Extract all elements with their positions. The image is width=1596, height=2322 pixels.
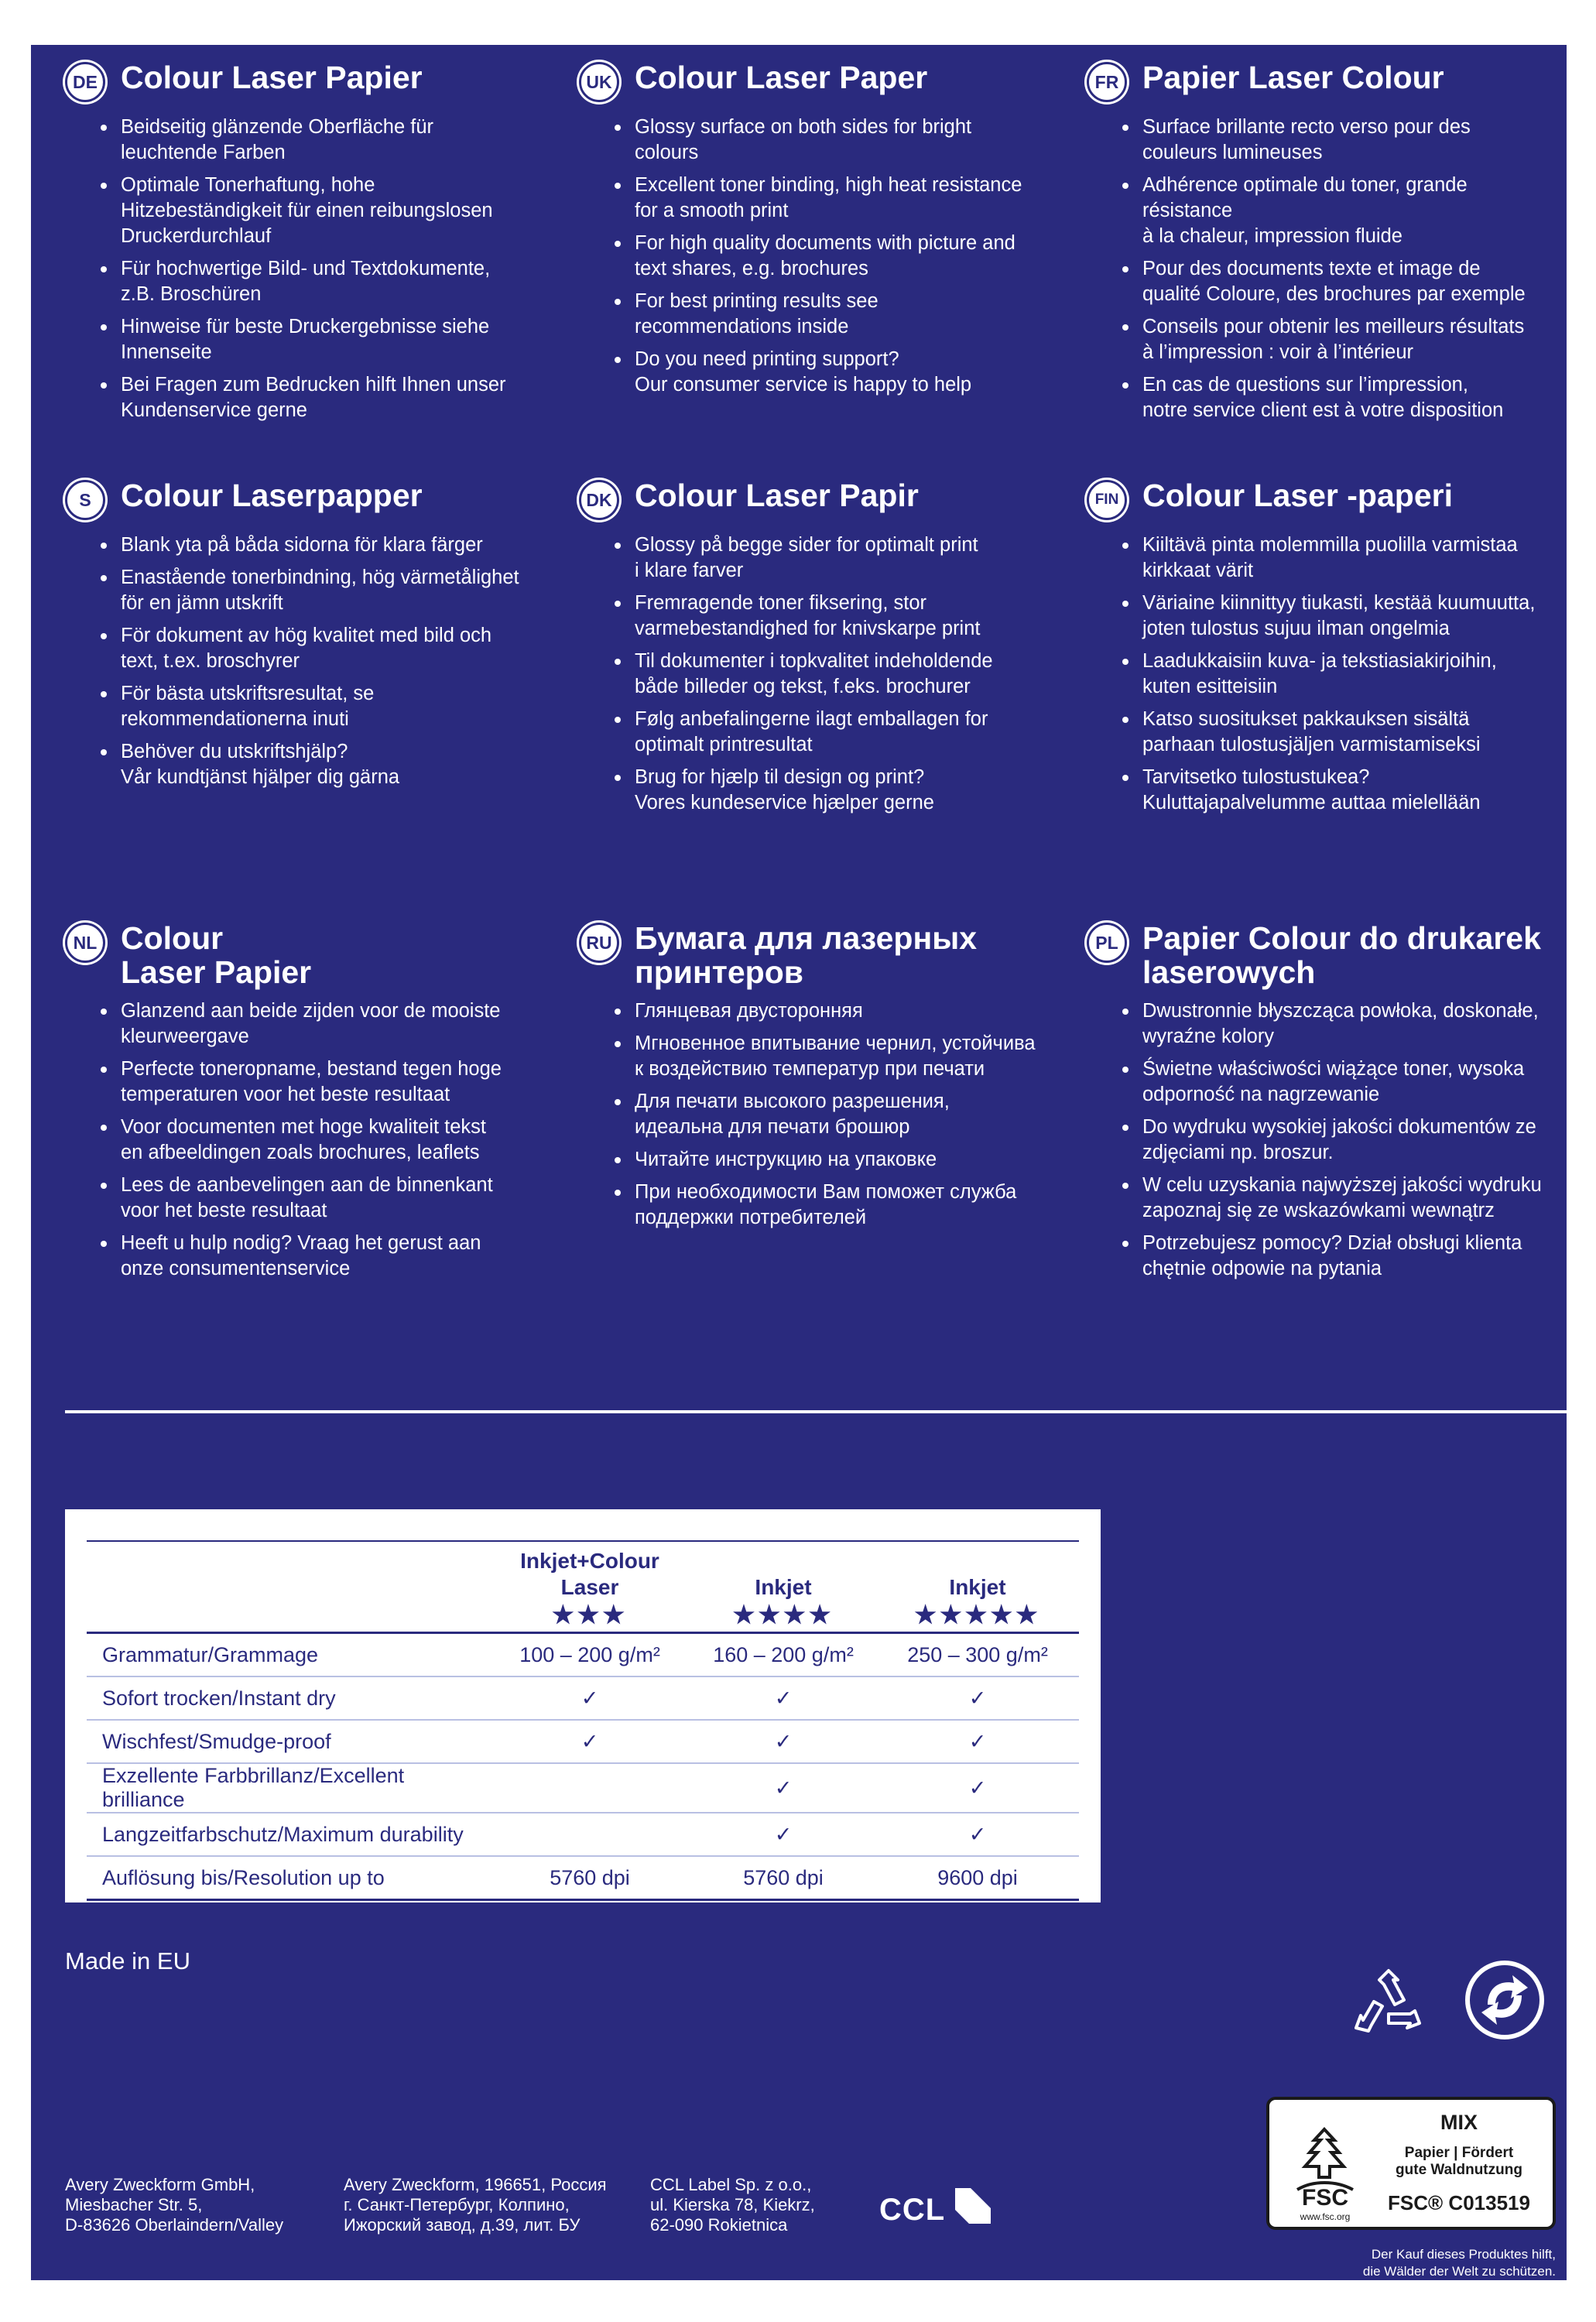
check-icon: ✓ (690, 1676, 876, 1720)
divider (65, 1410, 1567, 1413)
feature-item: Conseils pour obtenir les meilleurs résultats à l’impression : voir à l’intérieur (1142, 314, 1567, 365)
feature-item: Do wydruku wysokiej jakości dokumentów ze zdjęciami np. broszur. (1142, 1115, 1567, 1166)
fsc-web: www.fsc.org (1300, 2211, 1351, 2222)
green-dot-icon (1464, 1960, 1545, 2040)
check-icon: ✓ (876, 1813, 1079, 1856)
language-title: Colour Laser Papier (121, 920, 312, 990)
feature-cell: Langzeitfarbschutz/Maximum durability (87, 1813, 489, 1856)
feature-item: Potrzebujesz pomocy? Dział obsługi klienta chętnie odpowie na pytania (1142, 1231, 1567, 1282)
value-cell: 5760 dpi (489, 1856, 690, 1900)
feature-item: För dokument av hög kvalitet med bild och text, t.ex. broschyrer (121, 623, 545, 674)
feature-item: Мгновенное впитывание чернил, устойчива к воздействию температур при печати (635, 1031, 1059, 1082)
table-header-row (87, 1541, 1079, 1633)
feature-item: Blank yta på båda sidorna för klara färger (121, 533, 545, 558)
fsc-description: Papier | Fördert gute Waldnutzung (1396, 2145, 1522, 2178)
language-block-fr (1087, 60, 1567, 430)
table-row (87, 1676, 1079, 1720)
feature-item: Lees de aanbevelingen aan de binnenkant voor het beste resultaat (121, 1173, 545, 1224)
feature-item: Bei Fragen zum Bedrucken hilft Ihnen unser Kundenservice gerne (121, 372, 545, 423)
feature-list (579, 533, 1059, 816)
language-title: Бумага для лазерных принтеров (635, 920, 978, 990)
language-code-badge: S (65, 480, 105, 520)
language-block-nl (65, 921, 545, 1289)
feature-list (65, 533, 545, 790)
feature-item: Glossy på begge sider for optimalt print i klare farver (635, 533, 1059, 584)
feature-list (1087, 533, 1567, 816)
check-icon: ✓ (489, 1720, 690, 1763)
table-header-col (690, 1541, 876, 1633)
feature-item: For best printing results see recommendations inside (635, 289, 1059, 340)
feature-list (65, 998, 545, 1282)
language-code-badge: PL (1087, 923, 1127, 963)
comparison-table-panel (65, 1509, 1101, 1902)
feature-cell: Wischfest/Smudge-proof (87, 1720, 489, 1763)
language-code-badge: FIN (1087, 480, 1127, 520)
fsc-mark: FSC (1302, 2185, 1348, 2211)
fsc-code: FSC® C013519 (1388, 2191, 1530, 2214)
value-cell: 5760 dpi (690, 1856, 876, 1900)
ccl-mark-icon (947, 2180, 998, 2231)
language-title: Colour Laser Papier (121, 60, 423, 95)
ccl-logo-text: CCL (879, 2193, 946, 2227)
ccl-logo-icon (879, 2179, 1003, 2233)
column-name: Inkjet (755, 1575, 812, 1599)
feature-item: Väriaine kiinnittyy tiukasti, kestää kuumuutta, joten tulostus sujuu ilman ongelmia (1142, 591, 1567, 642)
address-pl: CCL Label Sp. z o.o., ul. Kierska 78, Kiekrz, 62-090 Rokietnica (650, 2175, 815, 2235)
table-row (87, 1763, 1079, 1813)
feature-cell: Sofort trocken/Instant dry (87, 1676, 489, 1720)
address-de: Avery Zweckform GmbH, Miesbacher Str. 5, D-83626 Oberlaindern/Valley (65, 2175, 284, 2235)
feature-list (1087, 115, 1567, 423)
check-icon: ✓ (876, 1720, 1079, 1763)
language-block-de (65, 60, 545, 430)
check-icon: ✓ (876, 1676, 1079, 1720)
language-block-pl (1087, 921, 1567, 1289)
recycle-icon (1350, 1966, 1427, 2043)
feature-item: W celu uzyskania najwyższej jakości wydruku zapoznaj się ze wskazówkami wewnątrz (1142, 1173, 1567, 1224)
language-code-badge: DK (579, 480, 619, 520)
star-rating: ★★★★★ (914, 1601, 1041, 1628)
star-rating: ★★★★ (732, 1601, 834, 1628)
language-header (579, 478, 1059, 523)
check-icon: ✓ (690, 1763, 876, 1813)
language-header (579, 921, 1059, 989)
feature-cell: Exzellente Farbbrillanz/Excellent brilliance (87, 1763, 489, 1813)
feature-item: En cas de questions sur l’impression, notre service client est à votre disposition (1142, 372, 1567, 423)
language-code-badge: FR (1087, 62, 1127, 102)
value-cell (489, 1813, 690, 1856)
language-title: Colour Laserpapper (121, 478, 423, 513)
language-code-badge: UK (579, 62, 619, 102)
feature-item: Beidseitig glänzende Oberfläche für leuchtende Farben (121, 115, 545, 166)
table-row (87, 1720, 1079, 1763)
feature-item: Do you need printing support? Our consumer service is happy to help (635, 347, 1059, 398)
column-name: Inkjet+Colour Laser (520, 1549, 659, 1599)
feature-item: Excellent toner binding, high heat resistance for a smooth print (635, 173, 1059, 224)
feature-item: Adhérence optimale du toner, grande résistance à la chaleur, impression fluide (1142, 173, 1567, 249)
made-in-label: Made in EU (65, 1947, 190, 1974)
feature-item: Brug for hjælp til design og print? Vores kundeservice hjælper gerne (635, 765, 1059, 816)
check-icon: ✓ (690, 1720, 876, 1763)
fsc-mix: MIX (1440, 2111, 1478, 2134)
table-row (87, 1633, 1079, 1677)
feature-item: For high quality documents with picture and text shares, e.g. brochures (635, 231, 1059, 282)
language-title: Colour Laser Paper (635, 60, 928, 95)
feature-item: Katso suositukset pakkauksen sisältä parhaan tulostusjäljen varmistamiseksi (1142, 707, 1567, 758)
feature-item: För bästa utskriftsresultat, se rekommendationerna inuti (121, 681, 545, 732)
feature-item: Behöver du utskriftshjälp? Vår kundtjänst hjälper dig gärna (121, 739, 545, 790)
feature-item: Kiiltävä pinta molemmilla puolilla varmistaa kirkkaat värit (1142, 533, 1567, 584)
language-code-badge: NL (65, 923, 105, 963)
language-header (65, 60, 545, 105)
feature-item: Glossy surface on both sides for bright colours (635, 115, 1059, 166)
table-header-col (489, 1541, 690, 1633)
feature-cell: Auflösung bis/Resolution up to (87, 1856, 489, 1900)
package-back (31, 45, 1567, 2280)
feature-item: Dwustronnie błyszcząca powłoka, doskonałe, wyraźne kolory (1142, 998, 1567, 1050)
feature-item: Fremragende toner fiksering, stor varmebestandighed for knivskarpe print (635, 591, 1059, 642)
language-block-dk (579, 478, 1059, 823)
feature-item: Für hochwertige Bild- und Textdokumente, z.B. Broschüren (121, 256, 545, 307)
feature-item: Laadukkaisiin kuva- ja tekstiasiakirjoihin, kuten esitteisiin (1142, 649, 1567, 700)
feature-item: При необходимости Вам поможет служба поддержки потребителей (635, 1180, 1059, 1231)
value-cell: 250 – 300 g/m² (876, 1633, 1079, 1677)
check-icon: ✓ (690, 1813, 876, 1856)
fsc-note: Der Kauf dieses Produktes hilft, die Wälder der Welt zu schützen. (1362, 2247, 1556, 2279)
table-header-col (876, 1541, 1079, 1633)
fsc-label (1266, 2097, 1556, 2230)
feature-item: Optimale Tonerhaftung, hohe Hitzebeständigkeit für einen reibungslosen Druckerdurchlauf (121, 173, 545, 249)
feature-item: Pour des documents texte et image de qualité Coloure, des brochures par exemple (1142, 256, 1567, 307)
language-header (1087, 60, 1567, 105)
feature-item: Heeft u hulp nodig? Vraag het gerust aan onze consumentenservice (121, 1231, 545, 1282)
address-ru: Avery Zweckform, 196651, Россия г. Санкт-Петербург, Колпино, Ижорский завод, д.39, лит. БУ (344, 2175, 607, 2235)
feature-cell: Grammatur/Grammage (87, 1633, 489, 1677)
language-header (65, 921, 545, 989)
language-header (1087, 478, 1567, 523)
comparison-table (87, 1540, 1079, 1901)
feature-list (579, 115, 1059, 398)
language-title: Colour Laser -paperi (1142, 478, 1453, 513)
feature-item: Для печати высокого разрешения, идеальна для печати брошюр (635, 1089, 1059, 1140)
table-header-feature (87, 1541, 489, 1633)
value-cell: 160 – 200 g/m² (690, 1633, 876, 1677)
language-block-fin (1087, 478, 1567, 823)
value-cell: 100 – 200 g/m² (489, 1633, 690, 1677)
language-block-s (65, 478, 545, 797)
language-block-ru (579, 921, 1059, 1238)
language-title: Papier Laser Colour (1142, 60, 1444, 95)
feature-list (65, 115, 545, 423)
feature-item: Enastående tonerbindning, hög värmetålighet för en jämn utskrift (121, 565, 545, 616)
feature-list (579, 998, 1059, 1231)
feature-item: Глянцевая двусторонняя (635, 998, 1059, 1024)
star-rating: ★★★ (551, 1601, 628, 1628)
feature-item: Świetne właściwości wiążące toner, wysoka odporność na nagrzewanie (1142, 1057, 1567, 1108)
feature-item: Surface brillante recto verso pour des couleurs lumineuses (1142, 115, 1567, 166)
value-cell: 9600 dpi (876, 1856, 1079, 1900)
check-icon: ✓ (876, 1763, 1079, 1813)
language-title: Colour Laser Papir (635, 478, 919, 513)
feature-item: Tarvitsetko tulostustukea? Kuluttajapalvelumme auttaa mielellään (1142, 765, 1567, 816)
feature-item: Glanzend aan beide zijden voor de mooiste kleurweergave (121, 998, 545, 1050)
feature-item: Følg anbefalingerne ilagt emballagen for optimalt printresultat (635, 707, 1059, 758)
feature-list (1087, 998, 1567, 1282)
language-header (579, 60, 1059, 105)
column-name: Inkjet (949, 1575, 1006, 1599)
feature-item: Hinweise für beste Druckergebnisse siehe Innenseite (121, 314, 545, 365)
value-cell (489, 1763, 690, 1813)
language-code-badge: DE (65, 62, 105, 102)
feature-item: Til dokumenter i topkvalitet indeholdende både billeder og tekst, f.eks. brochurer (635, 649, 1059, 700)
language-block-uk (579, 60, 1059, 405)
language-header (1087, 921, 1567, 989)
language-title: Papier Colour do drukarek laserowych (1142, 920, 1541, 990)
check-icon: ✓ (489, 1676, 690, 1720)
language-header (65, 478, 545, 523)
feature-item: Читайте инструкцию на упаковке (635, 1147, 1059, 1173)
language-code-badge: RU (579, 923, 619, 963)
feature-item: Voor documenten met hoge kwaliteit tekst en afbeeldingen zoals brochures, leaflets (121, 1115, 545, 1166)
feature-item: Perfecte toneropname, bestand tegen hoge temperaturen voor het beste resultaat (121, 1057, 545, 1108)
table-row (87, 1813, 1079, 1856)
table-row (87, 1856, 1079, 1900)
